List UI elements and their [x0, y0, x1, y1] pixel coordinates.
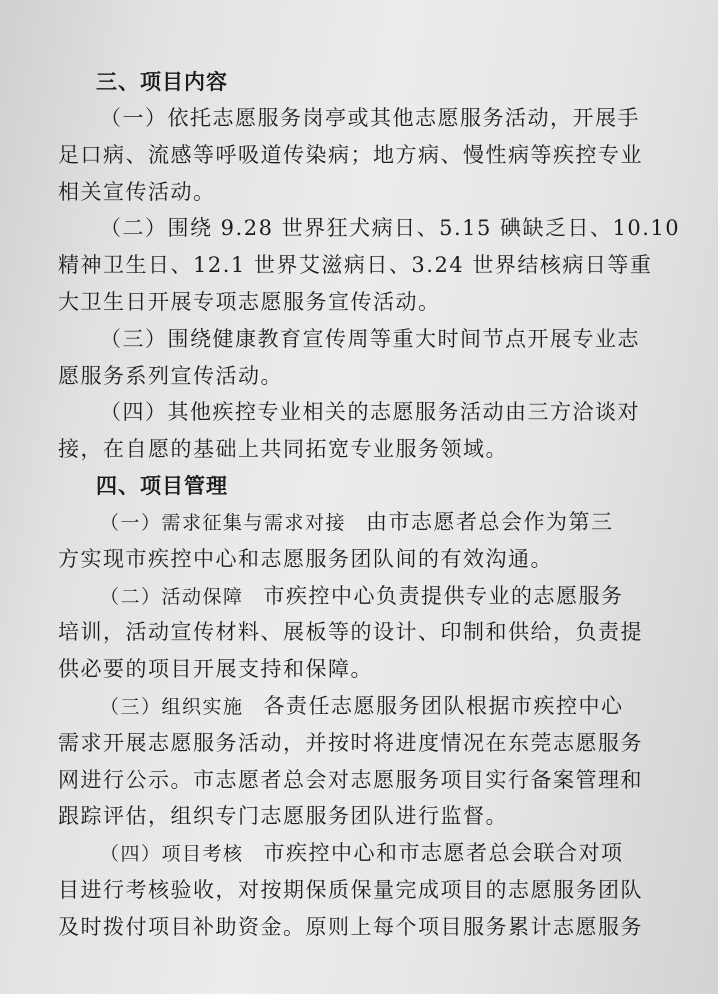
paragraph-management-2: [58, 578, 678, 688]
paragraph-line: [58, 578, 678, 615]
paragraph-content-3: [58, 321, 678, 395]
paragraph-line: 跟踪评估，组织专门志愿服务团队进行监督。: [58, 804, 508, 829]
paragraph-content-4: [58, 394, 678, 468]
paragraph-line: 供必要的项目开展支持和保障。: [58, 657, 373, 682]
paragraph-line: （一）依托志愿服务岗亭或其他志愿服务活动，开展手: [100, 106, 640, 130]
paragraph-line: 足口病、流感等呼吸道传染病；地方病、慢性病等疾控专业: [58, 142, 643, 167]
paragraph-text: 市疾控中心负责提供专业的志愿服务: [263, 583, 624, 608]
paragraph-subtitle: （四）项目考核: [100, 843, 244, 866]
paragraph-management-3: [58, 688, 678, 835]
paragraph-line: 方实现市疾控中心和志愿服务团队间的有效沟通。: [58, 546, 553, 571]
paragraph-line: （四）其他疾控专业相关的志愿服务活动由三方洽谈对: [100, 400, 640, 425]
paragraph-subtitle: （一）需求征集与需求对接: [100, 511, 347, 534]
paragraph-line: 愿服务系列宣传活动。: [58, 363, 283, 388]
paragraph-content-1: [58, 100, 678, 210]
paragraph-line: （三）围绕健康教育宣传周等重大时间节点开展专业志: [100, 326, 640, 351]
paragraph-subtitle: （三）组织实施: [100, 695, 244, 718]
paragraph-line: 培训，活动宣传材料、展板等的设计、印制和供给，负责提: [58, 620, 643, 645]
paragraph-line: 目进行考核验收，对按期保质保量完成项目的志愿服务团队: [58, 877, 643, 902]
section-heading-project-content: 三、项目内容: [96, 70, 228, 94]
paragraph-line: 接，在自愿的基础上共同拓宽专业服务领域。: [58, 437, 508, 462]
paragraph-line: 相关宣传活动。: [58, 179, 216, 204]
paragraph-line: [58, 688, 678, 725]
paragraph-line: 精神卫生日、12.1 世界艾滋病日、3.24 世界结核病日等重: [58, 253, 653, 278]
paragraph-line: [58, 504, 678, 541]
paragraph-management-4: [58, 835, 678, 945]
paragraph-line: 需求开展志愿服务活动，并按时将进度情况在东莞志愿服务: [58, 730, 643, 755]
paragraph-subtitle: （二）活动保障: [100, 585, 244, 608]
paragraph-management-1: [58, 504, 678, 578]
paragraph-line: [58, 835, 678, 872]
paragraph-line: 及时拨付项目补助资金。原则上每个项目服务累计志愿服务: [58, 914, 643, 939]
paragraph-text: 各责任志愿服务团队根据市疾控中心: [263, 693, 624, 718]
section-heading-project-management: 四、项目管理: [96, 473, 228, 498]
paragraph-line: 大卫生日开展专项志愿服务宣传活动。: [58, 289, 441, 314]
paragraph-line: 网进行公示。市志愿者总会对志愿服务项目实行备案管理和: [58, 767, 643, 792]
paragraph-content-2: [58, 210, 681, 320]
paragraph-line: （二）围绕 9.28 世界狂犬病日、5.15 碘缺乏日、10.10: [100, 216, 681, 241]
paragraph-text: 由市志愿者总会作为第三: [366, 509, 614, 534]
paragraph-text: 市疾控中心和市志愿者总会联合对项: [263, 841, 624, 866]
